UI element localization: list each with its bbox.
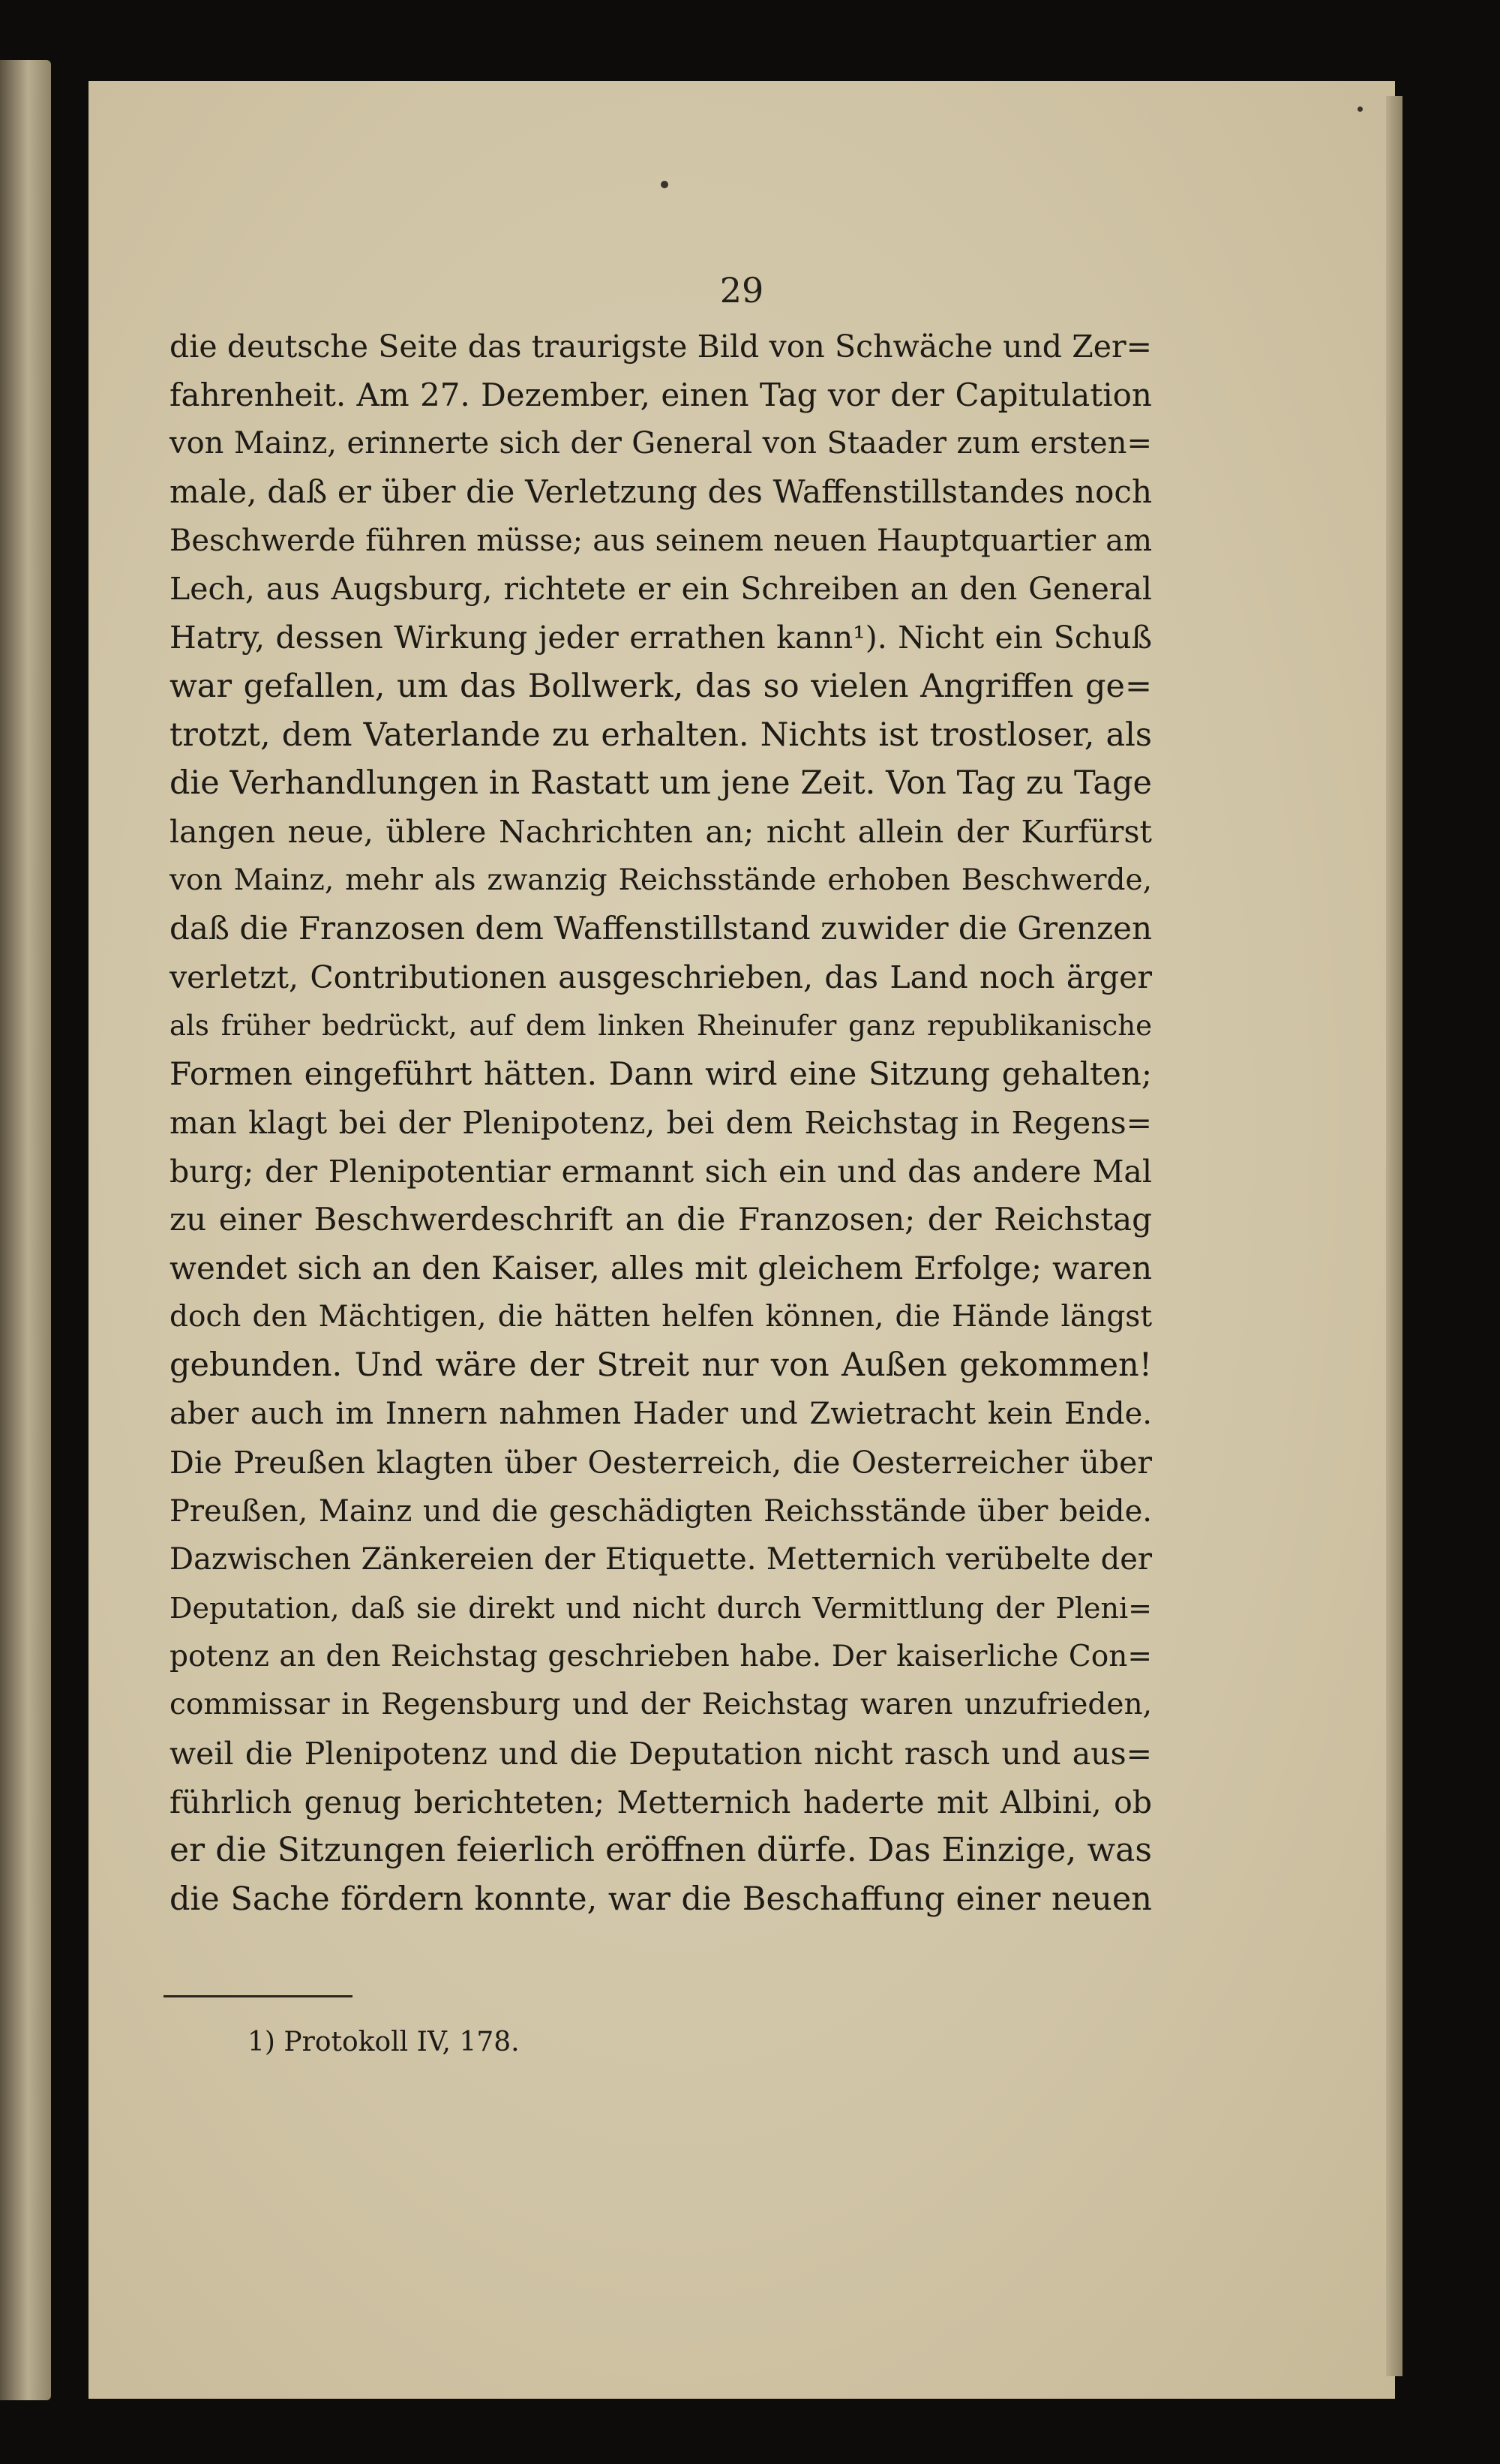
text-line: man klagt bei der Plenipotenz, bei dem Reichstag in Regens=	[170, 1105, 1152, 1141]
text-line: die Sache fördern konnte, war die Beschaffung einer neuen	[170, 1880, 1152, 1918]
footnote-rule	[164, 1995, 352, 1997]
text-line: war gefallen, um das Bollwerk, das so vielen Angriffen ge=	[170, 667, 1152, 705]
text-line: die Verhandlungen in Rastatt um jene Zeit. Von Tag zu Tage	[170, 764, 1152, 803]
text-line: Hatry, dessen Wirkung jeder errathen kann¹). Nicht ein Schuß	[170, 620, 1152, 656]
text-line: commissar in Regensburg und der Reichstag waren unzufrieden,	[170, 1688, 1152, 1722]
text-line: Beschwerde führen müsse; aus seinem neuen Hauptquartier am	[170, 523, 1152, 558]
text-line: daß die Franzosen dem Waffenstillstand zuwider die Grenzen	[170, 910, 1152, 947]
ink-speck	[661, 181, 668, 188]
text-line: Dazwischen Zänkereien der Etiquette. Metternich verübelte der	[170, 1542, 1152, 1577]
text-line: wendet sich an den Kaiser, alles mit gleichem Erfolge; waren	[170, 1250, 1152, 1287]
text-line: burg; der Plenipotentiar ermannt sich ein und das andere Mal	[170, 1153, 1152, 1190]
text-line: als früher bedrückt, auf dem linken Rheinufer ganz republikanische	[170, 1009, 1152, 1042]
text-line: fahrenheit. Am 27. Dezember, einen Tag vor der Capitulation	[170, 376, 1152, 413]
text-line: langen neue, üblere Nachrichten an; nicht allein der Kurfürst	[170, 813, 1152, 850]
text-line: Die Preußen klagten über Oesterreich, die Oesterreicher über	[170, 1444, 1152, 1481]
text-line: er die Sitzungen feierlich eröffnen dürfe. Das Einzige, was	[170, 1831, 1152, 1870]
text-line: von Mainz, erinnerte sich der General von Staader zum ersten=	[170, 426, 1152, 461]
text-line: trotzt, dem Vaterlande zu erhalten. Nichts ist trostloser, als	[170, 716, 1152, 754]
text-line: male, daß er über die Verletzung des Waffenstillstandes noch	[170, 473, 1152, 511]
text-line: verletzt, Contributionen ausgeschrieben, das Land noch ärger	[170, 959, 1152, 995]
text-line: die deutsche Seite das traurigste Bild von Schwäche und Zer=	[170, 329, 1152, 365]
page-fore-edge	[1386, 96, 1402, 2376]
text-line: gebunden. Und wäre der Streit nur von Außen gekommen!	[170, 1346, 1152, 1385]
page-number: 29	[719, 270, 764, 311]
text-line: Deputation, daß sie direkt und nicht durch Vermittlung der Pleni=	[170, 1591, 1152, 1625]
text-line: zu einer Beschwerdeschrift an die Franzosen; der Reichstag	[170, 1201, 1152, 1238]
text-line: aber auch im Innern nahmen Hader und Zwietracht kein Ende.	[170, 1397, 1152, 1432]
text-line: weil die Plenipotenz und die Deputation nicht rasch und aus=	[170, 1735, 1152, 1772]
text-line: Lech, aus Augsburg, richtete er ein Schreiben an den General	[170, 571, 1152, 608]
body-text	[170, 323, 1152, 1924]
text-line: Formen eingeführt hätten. Dann wird eine Sitzung gehalten;	[170, 1055, 1152, 1093]
ink-speck	[1358, 107, 1363, 112]
text-line: doch den Mächtigen, die hätten helfen können, die Hände längst	[170, 1299, 1152, 1334]
text-line: führlich genug berichteten; Metternich haderte mit Albini, ob	[170, 1784, 1152, 1820]
text-line: von Mainz, mehr als zwanzig Reichsstände erhoben Beschwerde,	[170, 863, 1152, 897]
footnote: 1) Protokoll IV, 178.	[248, 2027, 520, 2057]
text-line: Preußen, Mainz und die geschädigten Reichsstände über beide.	[170, 1493, 1152, 1529]
book-spine-edge	[0, 60, 51, 2400]
text-line: potenz an den Reichstag geschrieben habe. Der kaiserliche Con=	[170, 1639, 1152, 1673]
